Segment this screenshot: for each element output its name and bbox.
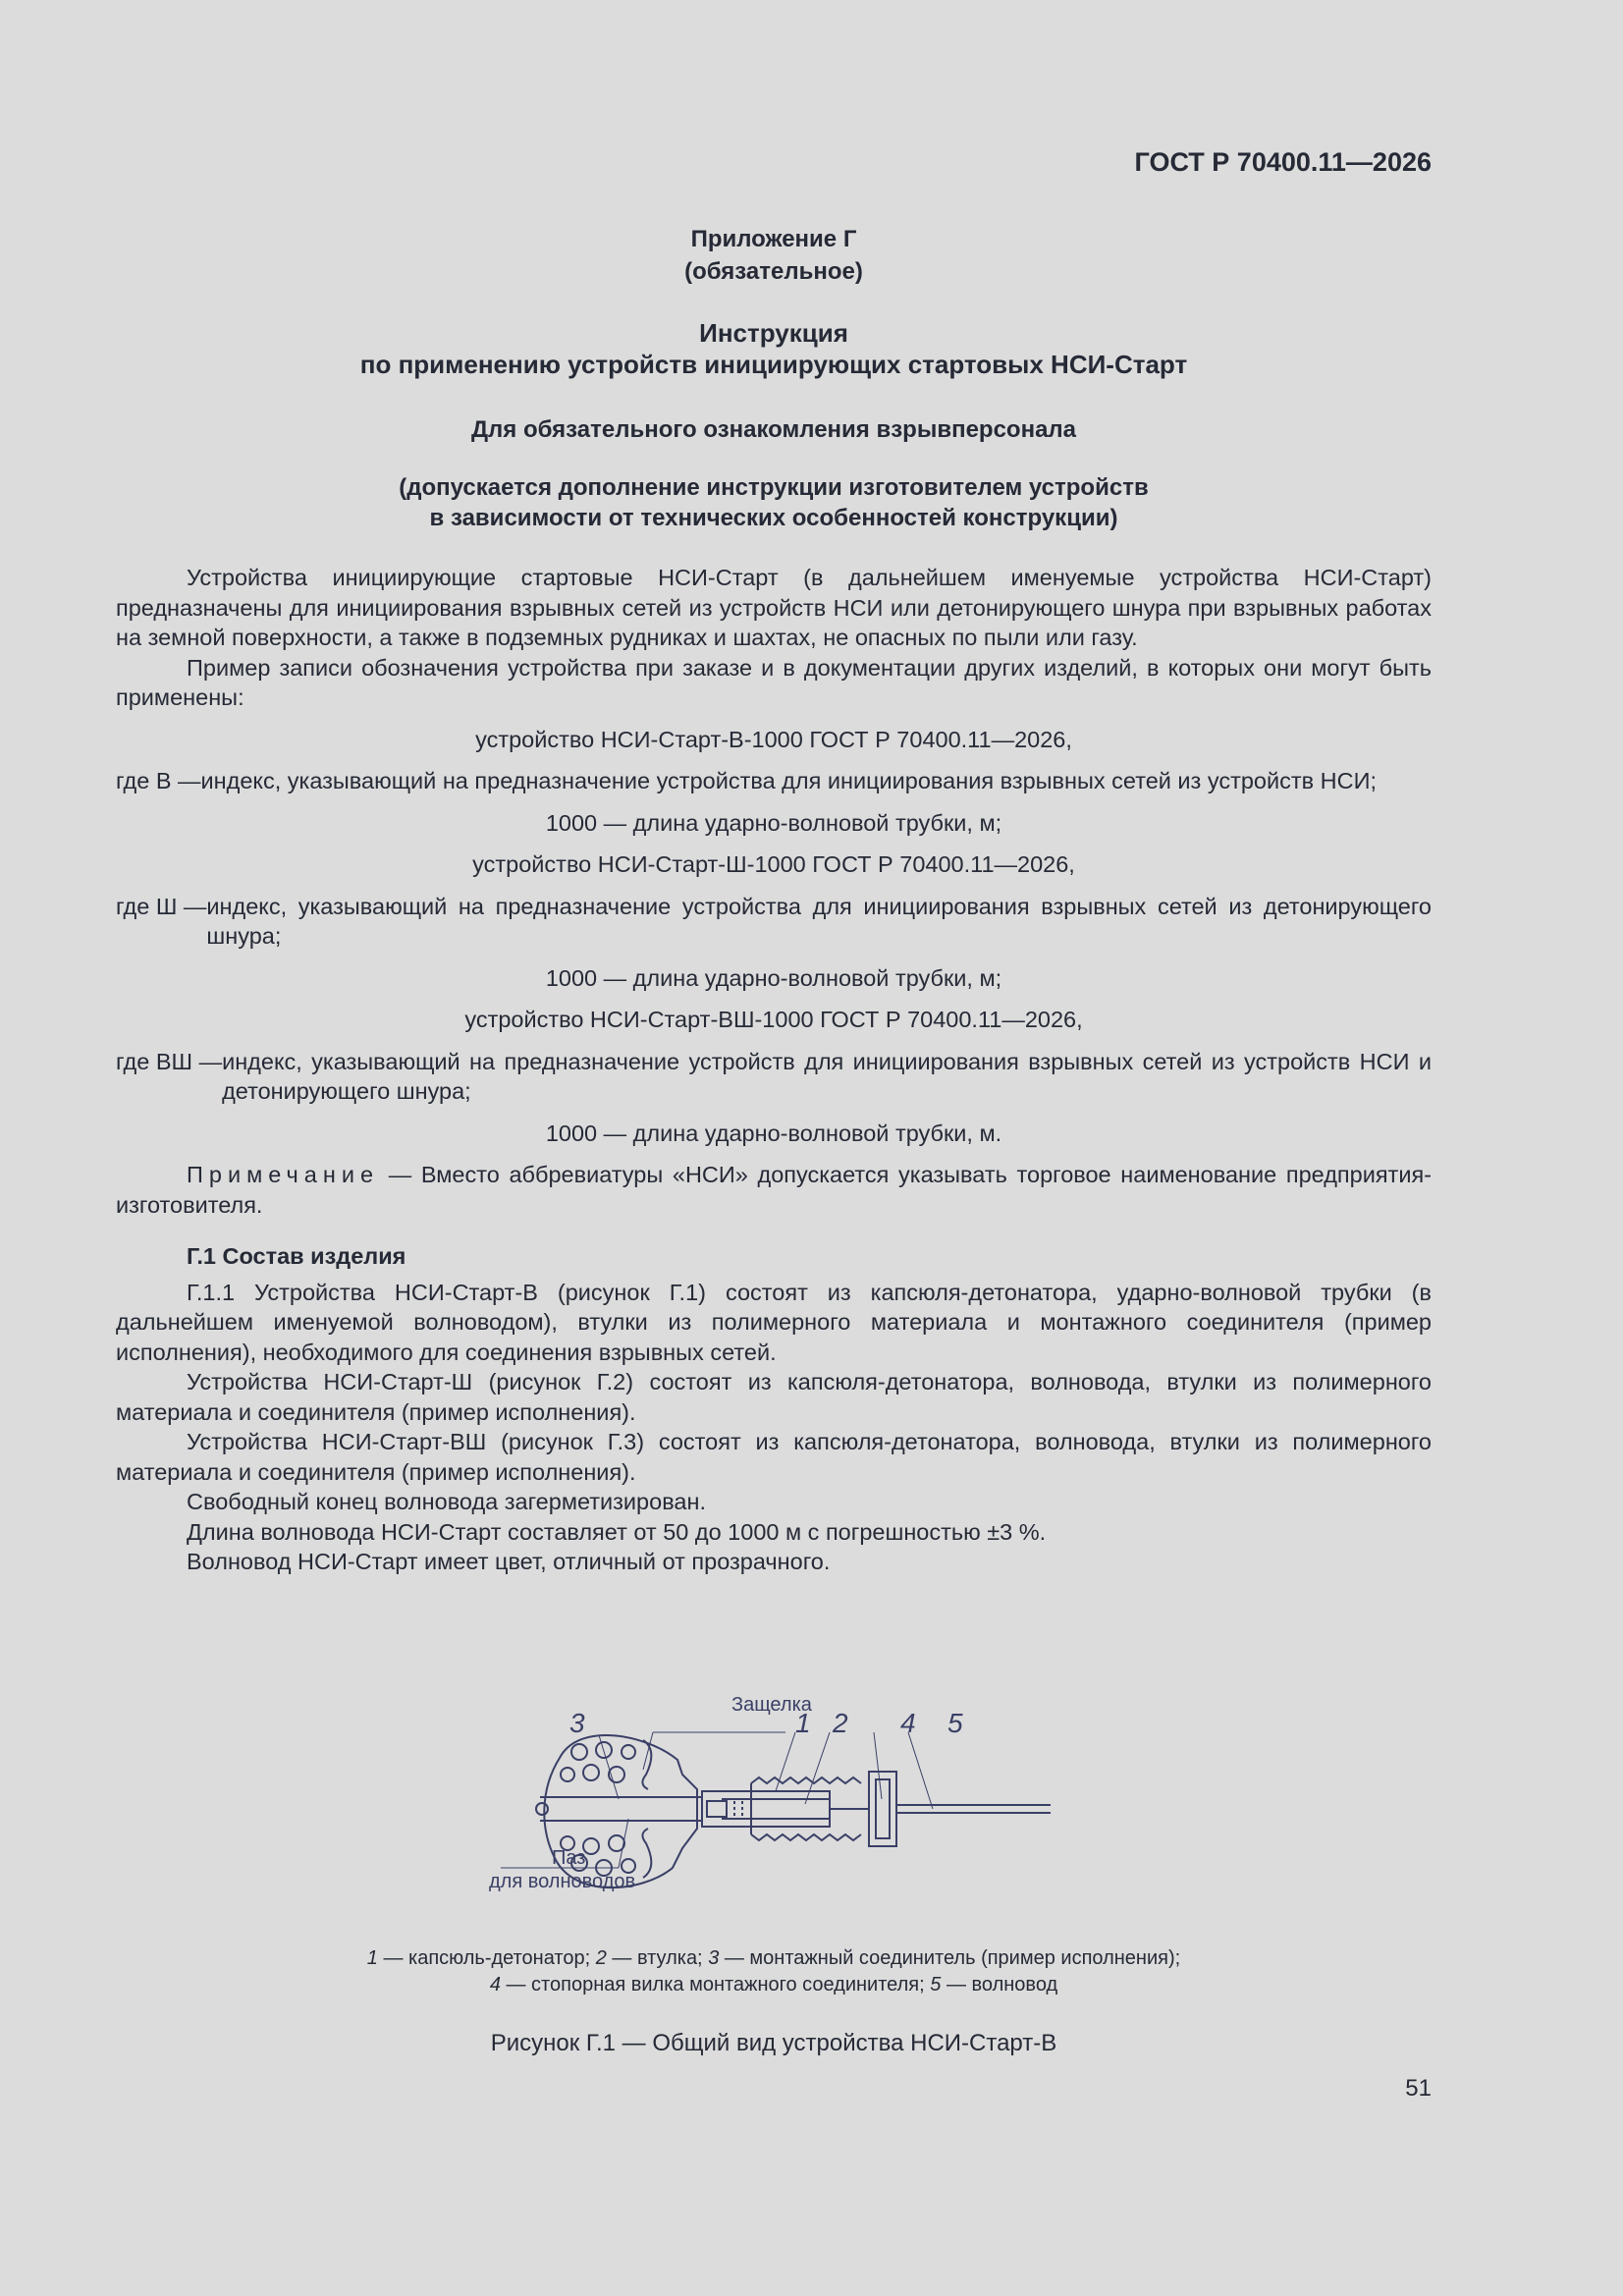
length-note: 1000 — длина ударно-волновой трубки, м; [545,964,1002,991]
charge [707,1801,727,1817]
main-text [116,563,1432,1577]
page-number: 51 [1405,2075,1432,2102]
retaining-fork-inner [876,1779,890,1838]
legend-num: 1 [366,1947,378,1969]
note-label: Примечание [187,1162,380,1187]
leader-2 [805,1732,830,1804]
label-groove-2: для волноводов [489,1871,636,1892]
device-drawing [471,1681,1060,1917]
connector-hole [561,1768,574,1781]
where-label: где Ш — [116,893,207,919]
connector-hole [622,1745,635,1759]
charge-dash [734,1801,742,1817]
figure-title: Рисунок Г.1 — Общий вид устройства НСИ-Старт-В [490,2030,1057,2056]
paragraph-g111: Г.1.1 Устройства НСИ-Старт-В (рисунок Г.1) состоят из капсюля-детонатора, ударно-волновой трубки (в дальнейшем именуемой волноводом), втулки из полимерного материала и монтажного соединителя (пример исполнения), необходимого для соединения взрывных сетей. [116,1279,1432,1365]
paragraph-length: Длина волновода НСИ-Старт составляет от 50 до 1000 м с погрешностью ±3 %. [187,1518,1047,1545]
label-4: 4 [900,1708,916,1738]
paragraph-purpose: Устройства инициирующие стартовые НСИ-Старт (в дальнейшем именуемые устройства НСИ-Старт) предназначены для инициирования взрывных сетей из устройств НСИ или детонирующего шнура при взрывных работах на земной поверхности, а также в подземных рудниках и шахтах, не опасных по пыли или газу. [116,565,1432,650]
legend-item: — капсюль-детонатор; [383,1947,596,1969]
leader-5 [908,1732,933,1809]
where-text: индекс, указывающий на предназначение устройств для инициирования взрывных сетей из устройств НСИ и детонирующего шнура; [222,1048,1432,1104]
instruction-note-line1: (допускается дополнение инструкции изготовителем устройств [399,474,1149,501]
legend-item: — волновод [946,1974,1058,1995]
legend-item: — стопорная вилка монтажного соединителя; [506,1974,931,1995]
where-label: где В — [116,768,201,793]
paragraph-example: Пример записи обозначения устройства при заказе и в документации других изделий, в которых они могут быть применены: [116,654,1432,710]
legend-num: 2 [595,1947,607,1969]
paragraph-vsh: Устройства НСИ-Старт-ВШ (рисунок Г.3) состоят из капсюля-детонатора, волновода, втулки из полимерного материала и соединителя (пример исполнения). [116,1429,1432,1485]
sleeve-thread [751,1777,861,1783]
connector-hole [571,1744,587,1760]
label-groove: Паз [552,1847,586,1869]
label-3: 3 [569,1708,585,1738]
appendix-title: Приложение Г [690,226,857,252]
retaining-fork [869,1772,896,1846]
where-text: индекс, указывающий на предназначение устройства для инициирования взрывных сетей из устройств НСИ; [200,768,1378,793]
where-clause-vsh [116,1047,1432,1107]
note-paragraph [116,1160,1432,1220]
note-text: — Вместо аббревиатуры «НСИ» допускается указывать торговое наименование предприятия-изготовителя. [116,1162,1432,1218]
standard-number: ГОСТ Р 70400.11—2026 [1134,147,1432,177]
label-1: 1 [795,1708,811,1738]
detonator-capsule [702,1791,830,1827]
appendix-kind: (обязательное) [684,258,863,285]
legend-num: 4 [489,1974,501,1995]
paragraph-sealed: Свободный конец волновода загерметизирован. [187,1489,706,1514]
paragraph-sh: Устройства НСИ-Старт-Ш (рисунок Г.2) состоят из капсюля-детонатора, волновода, втулки из полимерного материала и соединителя (пример исполнения). [116,1369,1432,1425]
legend-num: 5 [930,1974,942,1995]
instruction-subtitle: Для обязательного ознакомления взрывперсонала [470,416,1077,443]
paragraph-color: Волновод НСИ-Старт имеет цвет, отличный от прозрачного. [187,1549,831,1574]
legend-item: — втулка; [612,1947,709,1969]
latch-hook [642,1829,651,1878]
label-latch: Защелка [731,1694,812,1716]
where-text: индекс, указывающий на предназначение устройства для инициирования взрывных сетей из детонирующего шнура; [206,893,1432,949]
latch-hook [642,1740,651,1789]
where-clause-v [116,766,1432,796]
length-note: 1000 — длина ударно-волновой трубки, м. [545,1120,1002,1146]
groove-end [536,1803,548,1815]
instruction-note-line2: в зависимости от технических особенностей конструкции) [429,505,1118,531]
connector-hole [583,1765,599,1780]
label-5: 5 [947,1708,963,1738]
designation-example-v: устройство НСИ-Старт-В-1000 ГОСТ Р 70400.11—2026, [475,726,1072,752]
label-2: 2 [833,1708,848,1738]
instruction-title-line2: по применению устройств инициирующих стартовых НСИ-Старт [359,350,1188,379]
length-note: 1000 — длина ударно-волновой трубки, м; [545,809,1002,836]
section-title: Г.1 Состав изделия [187,1243,406,1269]
designation-example-sh: устройство НСИ-Старт-Ш-1000 ГОСТ Р 70400.11—2026, [472,851,1075,877]
legend-num: 3 [708,1947,720,1969]
instruction-title: Инструкция [699,318,848,348]
figure-legend-line1 [116,1944,1432,1972]
sleeve-thread [751,1834,861,1840]
where-label: где ВШ — [116,1048,223,1074]
designation-example-vsh: устройство НСИ-Старт-ВШ-1000 ГОСТ Р 70400.11—2026, [464,1007,1083,1032]
where-clause-sh [116,892,1432,952]
legend-item: — монтажный соединитель (пример исполнения); [724,1947,1181,1969]
figure-legend-line2 [116,1971,1432,1998]
